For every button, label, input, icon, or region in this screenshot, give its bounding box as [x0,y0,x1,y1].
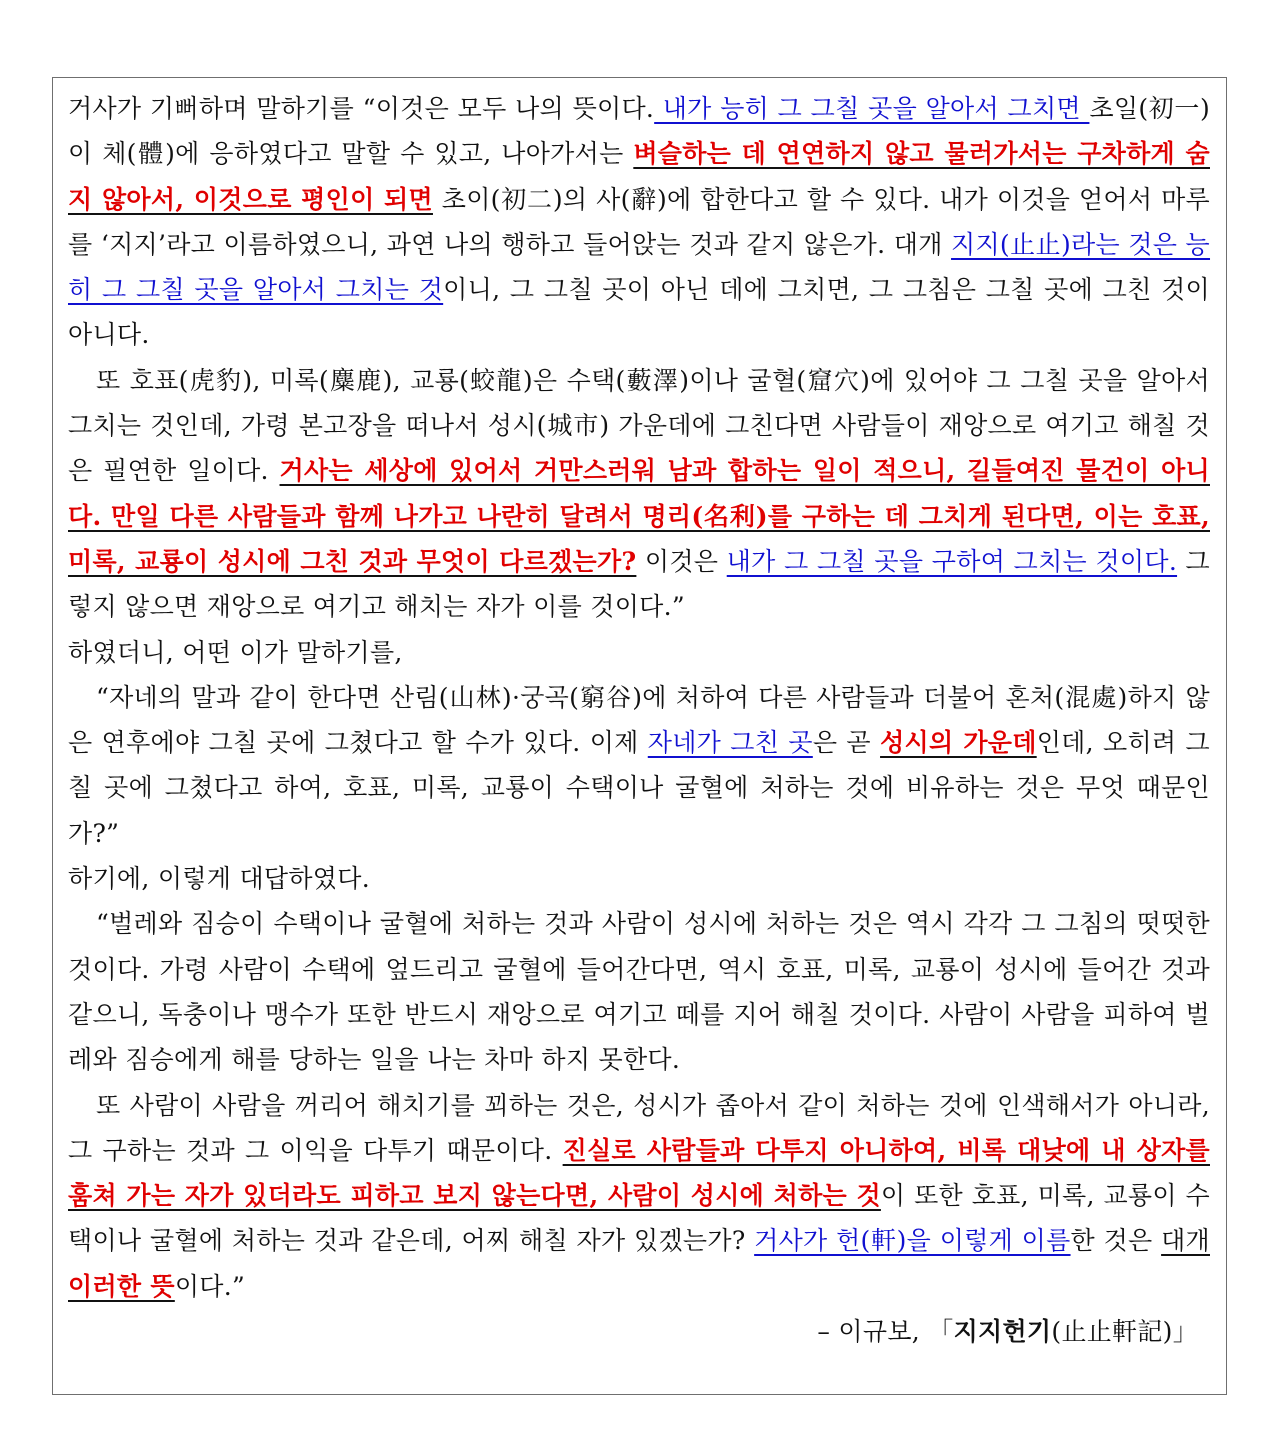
highlight-blue: 내가 그 그칠 곳을 구하여 그치는 것이다. [726,546,1178,576]
source-citation [68,1309,1210,1354]
text-run: 이 또한 호표, 미록, 교룡이 수택이나 굴혈에 처하는 것과 같은데, 어찌 해칠 자가 있겠는가? [68,1181,1210,1256]
highlight-blue: 내가 능히 그 그칠 곳을 알아서 그치면 [654,94,1090,123]
paragraph-5: 하기에, 이렇게 대답하였다. [68,864,370,894]
highlight-red: 거사는 세상에 있어서 거만스러워 남과 합하는 일이 적으니, 길들여진 물건이 아니다. 만일 다른 사람들과 함께 나가고 나란히 달려서 명리(名利)를 구하는 데 그치게 된다면, 이는 호표, 미록, 교룡이 성시에 그친 것과 무엇이 다르겠는가? [68,456,1210,576]
text-run: 초일(初一)이 체(體)에 응하였다고 말할 수 있고, 나아가서는 [68,94,1210,169]
highlight-red: 이러한 뜻 [68,1271,175,1301]
source-title: 지지헌기 [953,1317,1052,1347]
highlight-red: 성시의 가운데 [880,728,1037,758]
source-suffix: (止止軒記)」 [1051,1317,1198,1347]
text-run: 초이(初二)의 사(辭)에 합한다고 할 수 있다. 내가 이것을 얻어서 마루를 ‘지지’라고 이름하였으니, 과연 나의 행하고 들어앉는 것과 같지 않은가. 대개 [68,184,1210,259]
text-run: 이니, 그 그칠 곳이 아닌 데에 그치면, 그 그침은 그칠 곳에 그친 것이 아니다. [68,275,1210,350]
text-run: 인데, 오히려 그칠 곳에 그쳤다고 하여, 호표, 미록, 교룡이 수택이나 굴혈에 처하는 것에 비유하는 것은 무엇 때문인가?” [68,728,1210,848]
paragraph-7 [68,1083,1210,1309]
source-prefix: – 이규보, 「 [817,1317,954,1347]
text-run: 또 사람이 사람을 꺼리어 해치기를 꾀하는 것은, 성시가 좁아서 같이 처하는 것에 인색해서가 아니라, 그 구하는 것과 그 이익을 다투기 때문이다. [68,1090,1210,1165]
text-run: 또 호표(虎豹), 미록(麋鹿), 교룡(蛟龍)은 수택(藪澤)이나 굴혈(窟穴)에 있어야 그 그칠 곳을 알아서 그치는 것인데, 가령 본고장을 떠나서 성시(城市) 가운데에 그친다면 사람들이 재앙으로 여기고 해칠 것은 필연한 일이다. [68,365,1210,486]
paragraph-2 [68,358,1210,630]
paragraph-4 [68,675,1210,856]
text-run: 이것은 [636,546,727,576]
highlight-blue: 자네가 그친 곳 [647,728,813,758]
paragraph-6: “벌레와 짐승이 수택이나 굴혈에 처하는 것과 사람이 성시에 처하는 것은 역시 각각 그 그침의 떳떳한 것이다. 가령 사람이 수택에 엎드리고 굴혈에 들어간다면, 역시 호표, 미록, 교룡이 성시에 들어간 것과 같으니, 독충이나 맹수가 또한 반드시 재앙으로 여기고 떼를 지어 해칠 것이다. 사람이 사람을 피하여 벌레와 짐승에게 해를 당하는 일을 나는 차마 하지 못한다. [68,909,1210,1075]
highlight-blue: 거사가 헌(軒)을 이렇게 이름 [754,1226,1071,1256]
paragraph-1 [68,86,1210,358]
underlined-text: 대개 [1161,1226,1210,1256]
text-run: 한 것은 [1070,1226,1162,1256]
text-run: 이다.” [174,1271,246,1301]
highlight-red: 진실로 사람들과 다투지 아니하여, 비록 대낮에 내 상자를 훔쳐 가는 자가 있더라도 피하고 보지 않는다면, 사람이 성시에 처하는 것 [68,1135,1210,1211]
text-run: 은 곧 [812,728,881,758]
text-run: 그렇지 않으면 재앙으로 여기고 해치는 자가 이를 것이다.” [68,546,1210,622]
text-run: 거사가 기뻐하며 말하기를 “이것은 모두 나의 뜻이다. [68,94,655,123]
highlight-red: 벼슬하는 데 연연하지 않고 물러가서는 구차하게 숨지 않아서, 이것으로 평인이 되면 [68,139,1210,214]
highlight-blue: 지지(止止)라는 것은 능히 그 그칠 곳을 알아서 그치는 것 [68,229,1211,305]
paragraph-3: 하였더니, 어떤 이가 말하기를, [68,637,403,667]
text-run: “자네의 말과 같이 한다면 산림(山林)·궁곡(窮谷)에 처하여 다른 사람들과 더불어 혼처(混處)하지 않은 연후에야 그칠 곳에 그쳤다고 할 수가 있다. 이제 [68,682,1210,758]
passage-body [68,86,1210,1354]
